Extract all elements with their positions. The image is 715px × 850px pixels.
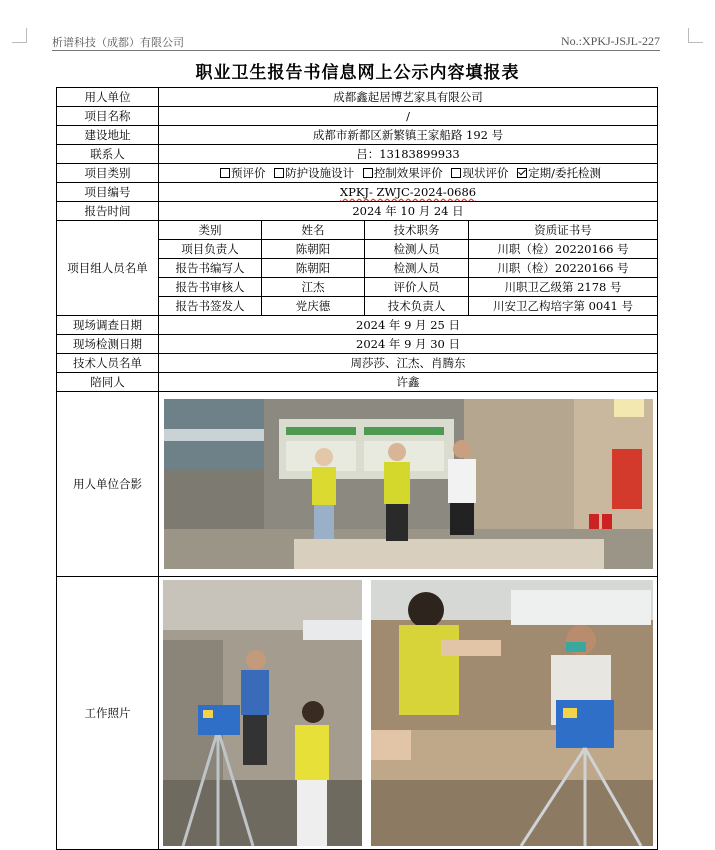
option-periodic-test: 定期/委托检测 (528, 166, 601, 180)
team-col-title: 技术职务 (365, 221, 469, 240)
label-category: 项目类别 (57, 164, 159, 183)
row-survey-date (57, 316, 658, 335)
value-survey-date: 2024 年 9 月 25 日 (159, 316, 658, 335)
team-header-row (57, 221, 658, 240)
label-address: 建设地址 (57, 126, 159, 145)
team-cell-title: 评价人员 (365, 278, 469, 297)
option-status-eval: 现状评价 (462, 166, 509, 180)
row-project-name (57, 107, 658, 126)
team-cell-title: 检测人员 (365, 259, 469, 278)
label-survey-date: 现场调查日期 (57, 316, 159, 335)
team-cell-role: 报告书审核人 (159, 278, 262, 297)
option-pre-eval: 预评价 (231, 166, 266, 180)
checkbox-icon-status-eval[interactable] (451, 168, 461, 178)
crop-mark-top-right (688, 28, 703, 43)
label-test-date: 现场检测日期 (57, 335, 159, 354)
team-cell-cert: 川职卫乙级第 2178 号 (469, 278, 658, 297)
row-test-date (57, 335, 658, 354)
row-project-no (57, 183, 658, 202)
label-work-photos: 工作照片 (57, 577, 159, 850)
label-technicians: 技术人员名单 (57, 354, 159, 373)
value-address: 成都市新都区新繁镇王家船路 192 号 (159, 126, 658, 145)
value-report-date: 2024 年 10 月 24 日 (159, 202, 658, 221)
row-report-date (57, 202, 658, 221)
work-photo-2 (371, 580, 653, 846)
value-technicians: 周莎莎、江杰、肖腾东 (159, 354, 658, 373)
row-category (57, 164, 658, 183)
label-project-name: 项目名称 (57, 107, 159, 126)
label-team: 项目组人员名单 (57, 221, 159, 316)
value-project-no (159, 183, 658, 202)
report-form-table (56, 87, 658, 850)
team-cell-cert: 川安卫乙构培字第 0041 号 (469, 297, 658, 316)
team-cell-title: 检测人员 (365, 240, 469, 259)
label-report-date: 报告时间 (57, 202, 159, 221)
team-col-cert: 资质证书号 (469, 221, 658, 240)
team-cell-role: 报告书编写人 (159, 259, 262, 278)
category-options (159, 164, 658, 183)
row-address (57, 126, 658, 145)
work-photos-row (159, 577, 657, 849)
header-divider (52, 50, 660, 51)
label-group-photo: 用人单位合影 (57, 392, 159, 577)
team-cell-cert: 川职（检）20220166 号 (469, 240, 658, 259)
page-title: 职业卫生报告书信息网上公示内容填报表 (195, 63, 520, 83)
team-cell-cert: 川职（检）20220166 号 (469, 259, 658, 278)
team-cell-title: 技术负责人 (365, 297, 469, 316)
team-cell-role: 项目负责人 (159, 240, 262, 259)
label-employer: 用人单位 (57, 88, 159, 107)
team-cell-name: 江杰 (262, 278, 365, 297)
value-contact: 吕：13183899933 (159, 145, 658, 164)
row-companion (57, 373, 658, 392)
value-project-name: / (159, 107, 658, 126)
option-protection-design: 防护设施设计 (285, 166, 355, 180)
group-photo (164, 399, 653, 569)
checkbox-icon-pre-eval[interactable] (220, 168, 230, 178)
checkbox-icon-control-eval[interactable] (363, 168, 373, 178)
header-company: 析谱科技（成都）有限公司 (52, 36, 184, 49)
project-no-text: XPKJ- ZWJC-2024-0686 (339, 185, 477, 199)
crop-mark-top-left (12, 28, 27, 43)
option-control-eval: 控制效果评价 (373, 166, 443, 180)
work-photos-cell (159, 577, 658, 850)
label-companion: 陪同人 (57, 373, 159, 392)
row-technicians (57, 354, 658, 373)
checkbox-icon-protection-design[interactable] (274, 168, 284, 178)
row-work-photos (57, 577, 658, 850)
row-contact (57, 145, 658, 164)
work-photo-1 (163, 580, 362, 846)
team-cell-name: 陈朝阳 (262, 259, 365, 278)
header-doc-number: No.:XPKJ-JSJL-227 (560, 34, 660, 48)
label-project-no: 项目编号 (57, 183, 159, 202)
row-group-photo (57, 392, 658, 577)
team-col-name: 姓名 (262, 221, 365, 240)
team-cell-role: 报告书签发人 (159, 297, 262, 316)
team-col-category: 类别 (159, 221, 262, 240)
value-employer: 成都鑫起居博艺家具有限公司 (159, 88, 658, 107)
value-test-date: 2024 年 9 月 30 日 (159, 335, 658, 354)
team-cell-name: 党庆德 (262, 297, 365, 316)
checkbox-icon-periodic-test[interactable] (517, 168, 527, 178)
team-cell-name: 陈朝阳 (262, 240, 365, 259)
value-companion: 许鑫 (159, 373, 658, 392)
label-contact: 联系人 (57, 145, 159, 164)
row-employer (57, 88, 658, 107)
group-photo-cell (159, 392, 658, 577)
